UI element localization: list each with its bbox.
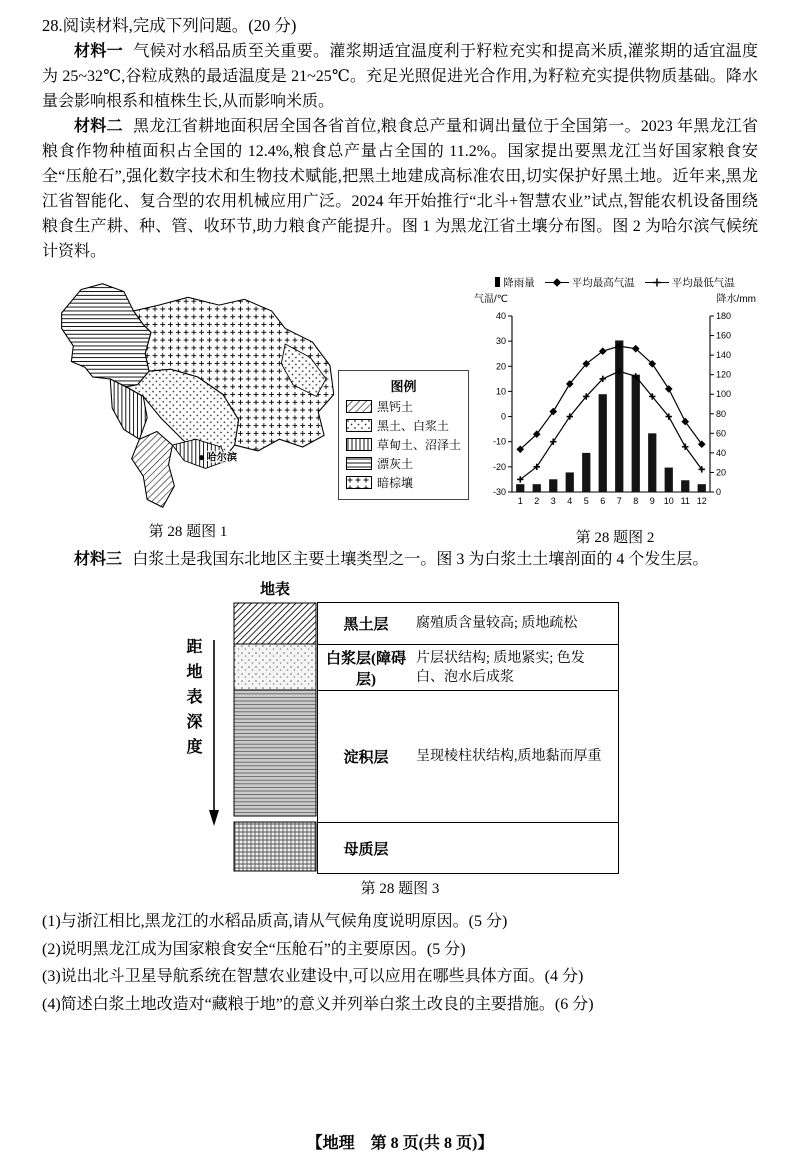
- svg-text:降水/mm: 降水/mm: [716, 294, 756, 305]
- down-arrow-icon: [207, 638, 221, 828]
- legend-item-label: 草甸土、沼泽土: [377, 438, 462, 452]
- legend-item: [346, 455, 461, 472]
- soil-column-svg: [233, 602, 317, 872]
- material-3-label: 材料三: [74, 551, 123, 568]
- legend-max-temp-label: 平均最高气温: [571, 277, 635, 289]
- svg-text:80: 80: [716, 408, 727, 419]
- svg-text:-20: -20: [492, 461, 506, 472]
- surface-label: 地表: [259, 582, 290, 598]
- legend-max-temp: [545, 275, 635, 290]
- soil-map-figure: [42, 274, 472, 547]
- soil-layer-desc: 呈现棱柱状结构,质地黏而厚重: [416, 749, 602, 764]
- diagonal-hatch-swatch-icon: [346, 400, 372, 413]
- svg-text:3: 3: [550, 496, 556, 506]
- figures-row: [42, 274, 758, 547]
- soil-row: [318, 691, 618, 823]
- soil-row: [318, 823, 618, 873]
- layer-muzhi-block: [234, 822, 316, 871]
- svg-text:气温/℃: 气温/℃: [474, 294, 509, 305]
- legend-item-label: 漂灰土: [377, 457, 414, 471]
- legend-item-label: 黑土、白浆土: [377, 419, 450, 433]
- svg-text:8: 8: [633, 496, 639, 506]
- svg-text:12: 12: [696, 496, 707, 506]
- question-3: (3)说出北斗卫星导航系统在智慧农业建设中,可以应用在哪些具体方面。(4 分): [42, 968, 584, 985]
- svg-text:9: 9: [649, 496, 655, 506]
- map-region-piaohuitu: [62, 284, 151, 387]
- rain-bar-icon: [495, 277, 500, 287]
- harbin-city-dot: [199, 455, 204, 460]
- legend-item-label: 黑钙土: [377, 400, 414, 414]
- max-temp-line-icon: [545, 278, 569, 287]
- legend-rainfall: [495, 275, 535, 290]
- legend-item: [346, 474, 461, 491]
- climate-chart-svg: [472, 290, 758, 518]
- svg-text:0: 0: [716, 487, 722, 497]
- svg-text:120: 120: [716, 369, 732, 380]
- svg-text:1: 1: [517, 496, 523, 506]
- soil-row: [318, 645, 618, 691]
- svg-text:-30: -30: [492, 487, 506, 497]
- map-legend: [338, 370, 469, 500]
- soil-layer-desc: [414, 846, 618, 850]
- legend-item: [346, 398, 461, 415]
- legend-item: [346, 417, 461, 434]
- soil-layer-name: 白浆层(障碍层): [326, 650, 406, 688]
- svg-text:0: 0: [500, 411, 506, 422]
- svg-text:5: 5: [583, 496, 589, 506]
- soil-layer-name: 黑土层: [343, 617, 389, 633]
- figure2-caption: 第 28 题图 2: [575, 530, 655, 546]
- svg-text:2: 2: [534, 496, 540, 506]
- legend-min-temp: [645, 275, 735, 290]
- svg-text:20: 20: [495, 361, 506, 372]
- page-footer: 【地理 第 8 页(共 8 页)】: [306, 1135, 494, 1152]
- soil-layer-desc: 片层状结构; 质地紧实; 色发白、泡水后成浆: [416, 650, 585, 685]
- heilongjiang-soil-map-svg: [42, 274, 334, 517]
- material-3-text: 白浆土是我国东北地区主要土壤类型之一。图 3 为白浆土土壤剖面的 4 个发生层。: [132, 551, 709, 568]
- map-region-heigaitu: [132, 431, 175, 507]
- material-1-text: 气候对水稻品质至关重要。灌浆期适宜温度利于籽粒充实和提高米质,灌浆期的适宜温度为 25~32℃,谷粒成熟的最适温度是 21~25℃。充足光照促进光合作用,为籽粒充实提供物质基础。降水量会影响根系和植株生长,从而影响米质。: [42, 43, 758, 110]
- climate-chart-figure: [472, 274, 758, 547]
- svg-text:140: 140: [716, 350, 732, 361]
- legend-rainfall-label: 降雨量: [503, 277, 535, 289]
- material-1-label: 材料一: [74, 43, 123, 60]
- material-2-text: 黑龙江省耕地面积居全国各省首位,粮食总产量和调出量位于全国第一。2023 年黑龙江省粮食作物种植面积占全国的 12.4%,粮食总产量占全国的 11.2%。国家提出要黑龙江当好国家粮食安全“压舱石”,强化数字技术和生物技术赋能,把黑土地建成高标准农田,切实保护好黑土地。近年来,黑龙江省智能化、复合型的农用机械应用广泛。2024 年开始推行“北斗+智慧农业”试点,智能农机设备围绕粮食生产耕、种、管、收环节,助力粮食产能提升。图 1 为黑龙江省土壤分布图。图 2 为哈尔滨气候统计资料。: [42, 118, 758, 260]
- question-1: (1)与浙江相比,黑龙江的水稻品质高,请从气候角度说明原因。(5 分): [42, 913, 508, 930]
- svg-text:6: 6: [600, 496, 606, 506]
- material-paragraph-2: [42, 114, 758, 264]
- svg-text:40: 40: [716, 447, 727, 458]
- soil-layer-desc: 腐殖质含量较高; 质地疏松: [416, 616, 578, 631]
- depth-label: 距地表深度: [184, 638, 201, 763]
- material-paragraph-1: [42, 39, 758, 114]
- harbin-city-label: 哈尔滨: [206, 452, 238, 464]
- sub-questions: [42, 908, 758, 1018]
- figure3-caption: 第 28 题图 3: [360, 881, 440, 897]
- chart-legend: [472, 274, 758, 290]
- legend-item-label: 暗棕壤: [377, 476, 414, 490]
- material-paragraph-3: [42, 547, 758, 572]
- depth-axis: [181, 638, 221, 828]
- svg-text:100: 100: [716, 389, 732, 400]
- svg-text:180: 180: [716, 311, 732, 321]
- cross-grid-swatch-icon: [346, 476, 372, 489]
- question-2: (2)说明黑龙江成为国家粮食安全“压舱石”的主要原因。(5 分): [42, 940, 466, 958]
- figure1-caption: 第 28 题图 1: [148, 524, 228, 540]
- soil-layer-name: 淀积层: [343, 750, 389, 766]
- svg-text:20: 20: [716, 467, 727, 478]
- map-legend-title: 图例: [390, 379, 417, 394]
- min-temp-line-icon: [645, 278, 669, 287]
- soil-layer-name: 母质层: [343, 841, 389, 858]
- layer-dianji-block: [234, 690, 316, 816]
- layer-baijiang-block: [234, 644, 316, 690]
- soil-layer-table: [317, 602, 619, 874]
- svg-text:40: 40: [495, 311, 506, 321]
- svg-text:11: 11: [680, 496, 690, 506]
- layer-heitu-block: [234, 603, 316, 644]
- vertical-lines-swatch-icon: [346, 438, 372, 451]
- material-2-label: 材料二: [74, 118, 123, 135]
- svg-text:-10: -10: [492, 436, 506, 447]
- svg-text:10: 10: [663, 496, 674, 506]
- legend-item: [346, 436, 461, 453]
- horizontal-lines-swatch-icon: [346, 457, 372, 470]
- soil-column: [233, 580, 317, 872]
- soil-profile-figure: [42, 580, 758, 898]
- soil-row: [318, 603, 618, 645]
- question-header: 28.阅读材料,完成下列问题。(20 分): [42, 16, 297, 35]
- svg-text:10: 10: [495, 386, 506, 397]
- svg-text:30: 30: [495, 336, 506, 347]
- svg-text:4: 4: [567, 496, 573, 506]
- question-4: (4)简述白浆土地改造对“藏粮于地”的意义并列举白浆土改良的主要措施。(6 分): [42, 995, 594, 1013]
- svg-text:160: 160: [716, 330, 732, 341]
- svg-text:60: 60: [716, 428, 727, 439]
- svg-text:7: 7: [616, 496, 622, 506]
- legend-min-temp-label: 平均最低气温: [671, 277, 735, 289]
- dots-swatch-icon: [346, 419, 372, 432]
